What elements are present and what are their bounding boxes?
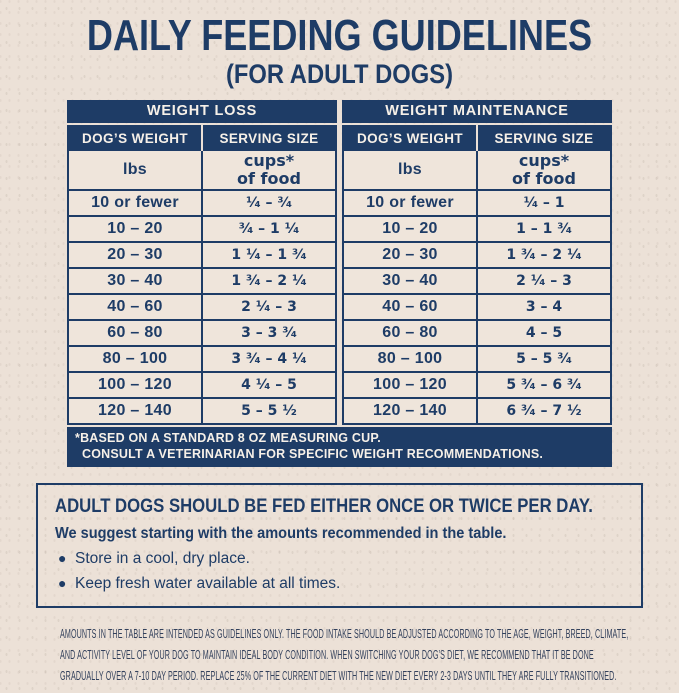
table-row [68, 346, 336, 372]
weight-cell: 120 – 140 [68, 398, 202, 424]
units-row [68, 150, 336, 190]
weight-cell: 120 – 140 [343, 398, 477, 424]
weight-cell: 40 – 60 [68, 294, 202, 320]
table-row [68, 216, 336, 242]
weight-cell: 20 – 30 [343, 242, 477, 268]
footnote-line2: CONSULT A VETERINARIAN FOR SPECIFIC WEIGHT RECOMMENDATIONS. [82, 446, 544, 461]
serving-cell: ¹⁄₄ – 1 [477, 190, 611, 216]
weight-cell: 60 – 80 [68, 320, 202, 346]
weight-cell: 80 – 100 [343, 346, 477, 372]
page-title: DAILY FEEDING GUIDELINES [86, 11, 593, 60]
serving-cell: 2 ¹⁄₄ – 3 [202, 294, 336, 320]
weight-cell: 30 – 40 [68, 268, 202, 294]
table-row [343, 346, 611, 372]
feeding-table-block [67, 100, 612, 467]
serving-size-header: SERVING SIZE [202, 126, 336, 150]
table-row [68, 268, 336, 294]
table-row [343, 294, 611, 320]
weight-maintenance-grid [342, 125, 612, 425]
table-row [68, 242, 336, 268]
serving-units-line1: cups* [243, 150, 295, 170]
table-row [68, 320, 336, 346]
serving-cell: 4 – 5 [477, 320, 611, 346]
weight-cell: 10 – 20 [68, 216, 202, 242]
list-item [55, 575, 624, 593]
serving-cell: 5 ³⁄₄ – 6 ³⁄₄ [477, 372, 611, 398]
serving-cell: 5 – 5 ¹⁄₂ [202, 398, 336, 424]
list-item [55, 550, 624, 568]
weight-loss-group-header: WEIGHT LOSS [67, 100, 337, 123]
dogs-weight-header: DOG’S WEIGHT [68, 126, 202, 150]
serving-cell: 3 – 3 ³⁄₄ [202, 320, 336, 346]
weight-cell: 10 – 20 [343, 216, 477, 242]
serving-cell: 5 – 5 ³⁄₄ [477, 346, 611, 372]
weight-loss-table [67, 100, 337, 425]
column-header-row [343, 126, 611, 150]
disclaimer-line1: AMOUNTS IN THE TABLE ARE INTENDED AS GUIDELINES ONLY. THE FOOD INTAKE SHOULD BE ADJUSTED ACCORDING TO THE AGE, WEIGHT, BREED, CLIMATE, [60, 626, 629, 642]
table-row [343, 190, 611, 216]
serving-cell: 4 ¹⁄₄ – 5 [202, 372, 336, 398]
table-row [68, 294, 336, 320]
feeding-advice-box [36, 483, 643, 608]
column-header-row [68, 126, 336, 150]
table-row [343, 268, 611, 294]
disclaimer-line3: GRADUALLY OVER A 7-10 DAY PERIOD. REPLACE 25% OF THE CURRENT DIET WITH THE NEW DIET EVERY 2-3 DAYS UNTIL THEY ARE FULLY TRANSITIONED. [60, 667, 617, 683]
bullet-text: Store in a cool, dry place. [75, 550, 250, 568]
serving-cell: 6 ³⁄₄ – 7 ¹⁄₂ [477, 398, 611, 424]
serving-cell: 1 ³⁄₄ – 2 ¹⁄₄ [477, 242, 611, 268]
footnote-line1: *BASED ON A STANDARD 8 OZ MEASURING CUP. [75, 431, 381, 445]
weight-cell: 80 – 100 [68, 346, 202, 372]
bullet-icon: ● [58, 575, 67, 592]
bullet-text: Keep fresh water available at all times. [75, 575, 341, 593]
serving-cell: 1 ³⁄₄ – 2 ¹⁄₄ [202, 268, 336, 294]
table-footnote-bar [67, 427, 612, 467]
advice-heading: ADULT DOGS SHOULD BE FED EITHER ONCE OR TWICE PER DAY. [55, 496, 593, 518]
weight-loss-grid [67, 125, 337, 425]
tables-row [67, 100, 612, 425]
serving-cell: ¹⁄₄ – ³⁄₄ [202, 190, 336, 216]
page-subtitle: (FOR ADULT DOGS) [225, 59, 454, 89]
dogs-weight-header: DOG’S WEIGHT [343, 126, 477, 150]
serving-units-cell [477, 150, 611, 190]
weight-cell: 40 – 60 [343, 294, 477, 320]
table-row [68, 398, 336, 424]
serving-cell: 1 – 1 ³⁄₄ [477, 216, 611, 242]
disclaimer-line2: AND ACTIVITY LEVEL OF YOUR DOG TO MAINTAIN IDEAL BODY CONDITION. WHEN SWITCHING YOUR DOG’S DIET, WE RECOMMEND THAT IT BE DONE [60, 647, 594, 663]
weight-maintenance-table [342, 100, 612, 425]
weight-cell: 100 – 120 [343, 372, 477, 398]
table-row [343, 320, 611, 346]
serving-cell: 3 ³⁄₄ – 4 ¹⁄₄ [202, 346, 336, 372]
weight-cell: 10 or fewer [68, 190, 202, 216]
serving-cell: ³⁄₄ – 1 ¹⁄₄ [202, 216, 336, 242]
weight-units-cell: lbs [343, 150, 477, 190]
table-row [343, 398, 611, 424]
units-row [343, 150, 611, 190]
table-row [68, 190, 336, 216]
weight-units-cell: lbs [68, 150, 202, 190]
weight-cell: 60 – 80 [343, 320, 477, 346]
serving-cell: 3 – 4 [477, 294, 611, 320]
serving-cell: 1 ¹⁄₄ – 1 ³⁄₄ [202, 242, 336, 268]
disclaimer-text [60, 624, 679, 686]
weight-maintenance-group-header: WEIGHT MAINTENANCE [342, 100, 612, 123]
weight-cell: 30 – 40 [343, 268, 477, 294]
serving-cell: 2 ¹⁄₄ – 3 [477, 268, 611, 294]
table-row [343, 242, 611, 268]
weight-cell: 20 – 30 [68, 242, 202, 268]
bullet-icon: ● [58, 550, 67, 567]
serving-units-cell [202, 150, 336, 190]
serving-units-line2: of food [237, 169, 301, 188]
table-row [343, 372, 611, 398]
weight-cell: 10 or fewer [343, 190, 477, 216]
advice-subheading: We suggest starting with the amounts recommended in the table. [55, 525, 507, 543]
serving-size-header: SERVING SIZE [477, 126, 611, 150]
serving-units-line2: of food [512, 169, 576, 188]
serving-units-line1: cups* [518, 150, 570, 170]
weight-cell: 100 – 120 [68, 372, 202, 398]
table-row [343, 216, 611, 242]
table-row [68, 372, 336, 398]
